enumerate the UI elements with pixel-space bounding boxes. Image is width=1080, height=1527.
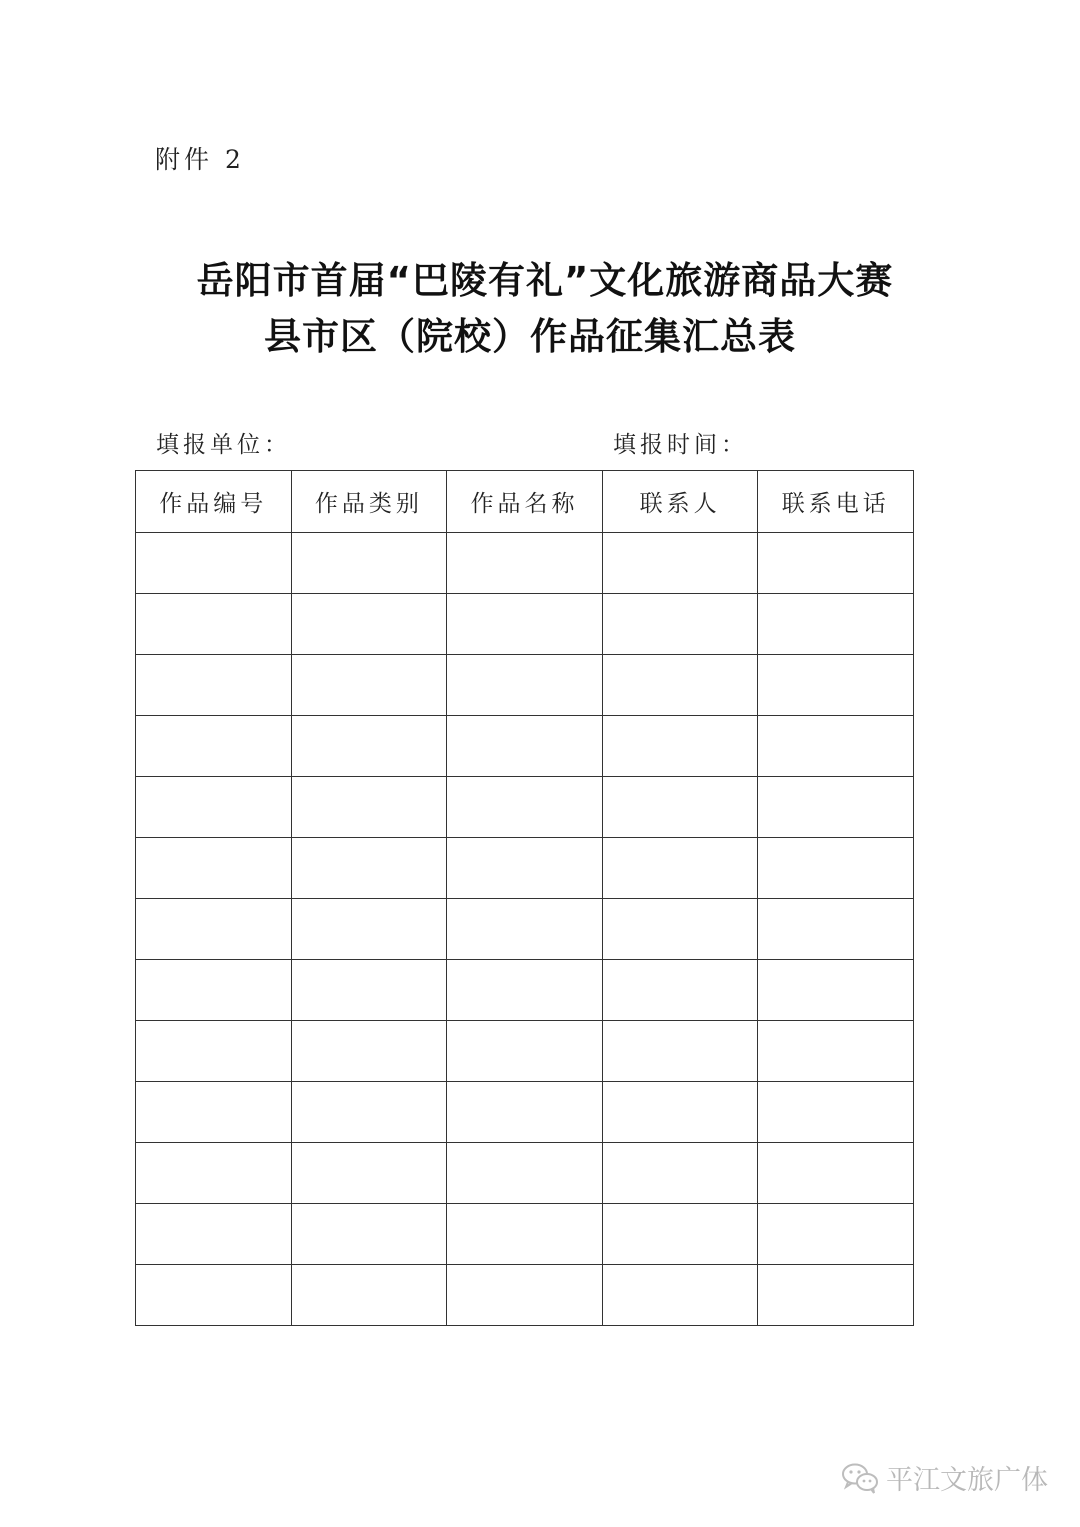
cell-work-name[interactable]	[447, 1204, 603, 1265]
table-header-row	[136, 471, 914, 533]
cell-work-number[interactable]	[136, 777, 292, 838]
cell-work-number[interactable]	[136, 838, 292, 899]
cell-work-number[interactable]	[136, 1265, 292, 1326]
cell-work-category[interactable]	[291, 1143, 447, 1204]
cell-contact-person[interactable]	[602, 899, 758, 960]
table-row	[136, 716, 914, 777]
table-row	[136, 777, 914, 838]
watermark-text: 平江文旅广体	[886, 1465, 1048, 1496]
cell-contact-person[interactable]	[602, 1204, 758, 1265]
cell-work-name[interactable]	[447, 716, 603, 777]
document-title-line2: 县市区（院校）作品征集汇总表	[264, 315, 796, 358]
cell-work-name[interactable]	[447, 533, 603, 594]
attachment-label: 附件 2	[155, 145, 245, 174]
cell-contact-phone[interactable]	[758, 1082, 914, 1143]
table-row	[136, 1021, 914, 1082]
table-row	[136, 1143, 914, 1204]
cell-contact-phone[interactable]	[758, 716, 914, 777]
cell-contact-phone[interactable]	[758, 1143, 914, 1204]
cell-work-name[interactable]	[447, 960, 603, 1021]
cell-contact-person[interactable]	[602, 960, 758, 1021]
cell-work-number[interactable]	[136, 1021, 292, 1082]
cell-work-number[interactable]	[136, 960, 292, 1021]
cell-work-number[interactable]	[136, 899, 292, 960]
cell-work-number[interactable]	[136, 1143, 292, 1204]
cell-work-number[interactable]	[136, 533, 292, 594]
cell-work-category[interactable]	[291, 1204, 447, 1265]
cell-contact-phone[interactable]	[758, 594, 914, 655]
cell-work-name[interactable]	[447, 1082, 603, 1143]
table-row	[136, 655, 914, 716]
cell-work-name[interactable]	[447, 899, 603, 960]
cell-work-category[interactable]	[291, 899, 447, 960]
cell-contact-phone[interactable]	[758, 1265, 914, 1326]
cell-contact-phone[interactable]	[758, 1021, 914, 1082]
cell-work-name[interactable]	[447, 1021, 603, 1082]
cell-work-category[interactable]	[291, 533, 447, 594]
cell-work-category[interactable]	[291, 1265, 447, 1326]
header-work-number: 作品编号	[136, 471, 292, 533]
cell-work-category[interactable]	[291, 716, 447, 777]
header-work-category: 作品类别	[291, 471, 447, 533]
table-row	[136, 1082, 914, 1143]
cell-work-category[interactable]	[291, 655, 447, 716]
table-body	[136, 533, 914, 1326]
cell-contact-person[interactable]	[602, 533, 758, 594]
cell-work-number[interactable]	[136, 594, 292, 655]
cell-contact-phone[interactable]	[758, 838, 914, 899]
cell-work-name[interactable]	[447, 777, 603, 838]
table-row	[136, 594, 914, 655]
table-row	[136, 1204, 914, 1265]
cell-work-name[interactable]	[447, 1265, 603, 1326]
cell-work-number[interactable]	[136, 655, 292, 716]
cell-contact-person[interactable]	[602, 1021, 758, 1082]
cell-work-category[interactable]	[291, 594, 447, 655]
fill-unit-label: 填报单位：	[156, 432, 291, 458]
cell-work-number[interactable]	[136, 716, 292, 777]
cell-contact-person[interactable]	[602, 594, 758, 655]
cell-contact-phone[interactable]	[758, 899, 914, 960]
cell-work-category[interactable]	[291, 777, 447, 838]
cell-work-name[interactable]	[447, 838, 603, 899]
cell-contact-phone[interactable]	[758, 655, 914, 716]
cell-work-name[interactable]	[447, 655, 603, 716]
cell-work-number[interactable]	[136, 1204, 292, 1265]
table-row	[136, 838, 914, 899]
table-row	[136, 960, 914, 1021]
cell-contact-person[interactable]	[602, 1143, 758, 1204]
cell-work-name[interactable]	[447, 1143, 603, 1204]
cell-contact-phone[interactable]	[758, 777, 914, 838]
watermark	[840, 1458, 1048, 1497]
cell-contact-phone[interactable]	[758, 1204, 914, 1265]
cell-work-category[interactable]	[291, 838, 447, 899]
table-row	[136, 533, 914, 594]
cell-contact-person[interactable]	[602, 777, 758, 838]
wechat-icon	[840, 1461, 880, 1495]
cell-work-category[interactable]	[291, 1021, 447, 1082]
header-work-name: 作品名称	[447, 471, 603, 533]
table-row	[136, 1265, 914, 1326]
header-contact-person: 联系人	[602, 471, 758, 533]
submission-summary-table	[135, 470, 914, 1326]
cell-work-category[interactable]	[291, 1082, 447, 1143]
cell-contact-person[interactable]	[602, 655, 758, 716]
cell-work-name[interactable]	[447, 594, 603, 655]
fill-time-label: 填报时间：	[613, 432, 748, 458]
header-contact-phone: 联系电话	[758, 471, 914, 533]
document-title-line1: 岳阳市首届“巴陵有礼”文化旅游商品大赛	[196, 259, 894, 302]
cell-contact-phone[interactable]	[758, 533, 914, 594]
cell-work-number[interactable]	[136, 1082, 292, 1143]
cell-contact-person[interactable]	[602, 1265, 758, 1326]
cell-contact-person[interactable]	[602, 838, 758, 899]
cell-contact-phone[interactable]	[758, 960, 914, 1021]
cell-contact-person[interactable]	[602, 1082, 758, 1143]
cell-contact-person[interactable]	[602, 716, 758, 777]
cell-work-category[interactable]	[291, 960, 447, 1021]
table-row	[136, 899, 914, 960]
